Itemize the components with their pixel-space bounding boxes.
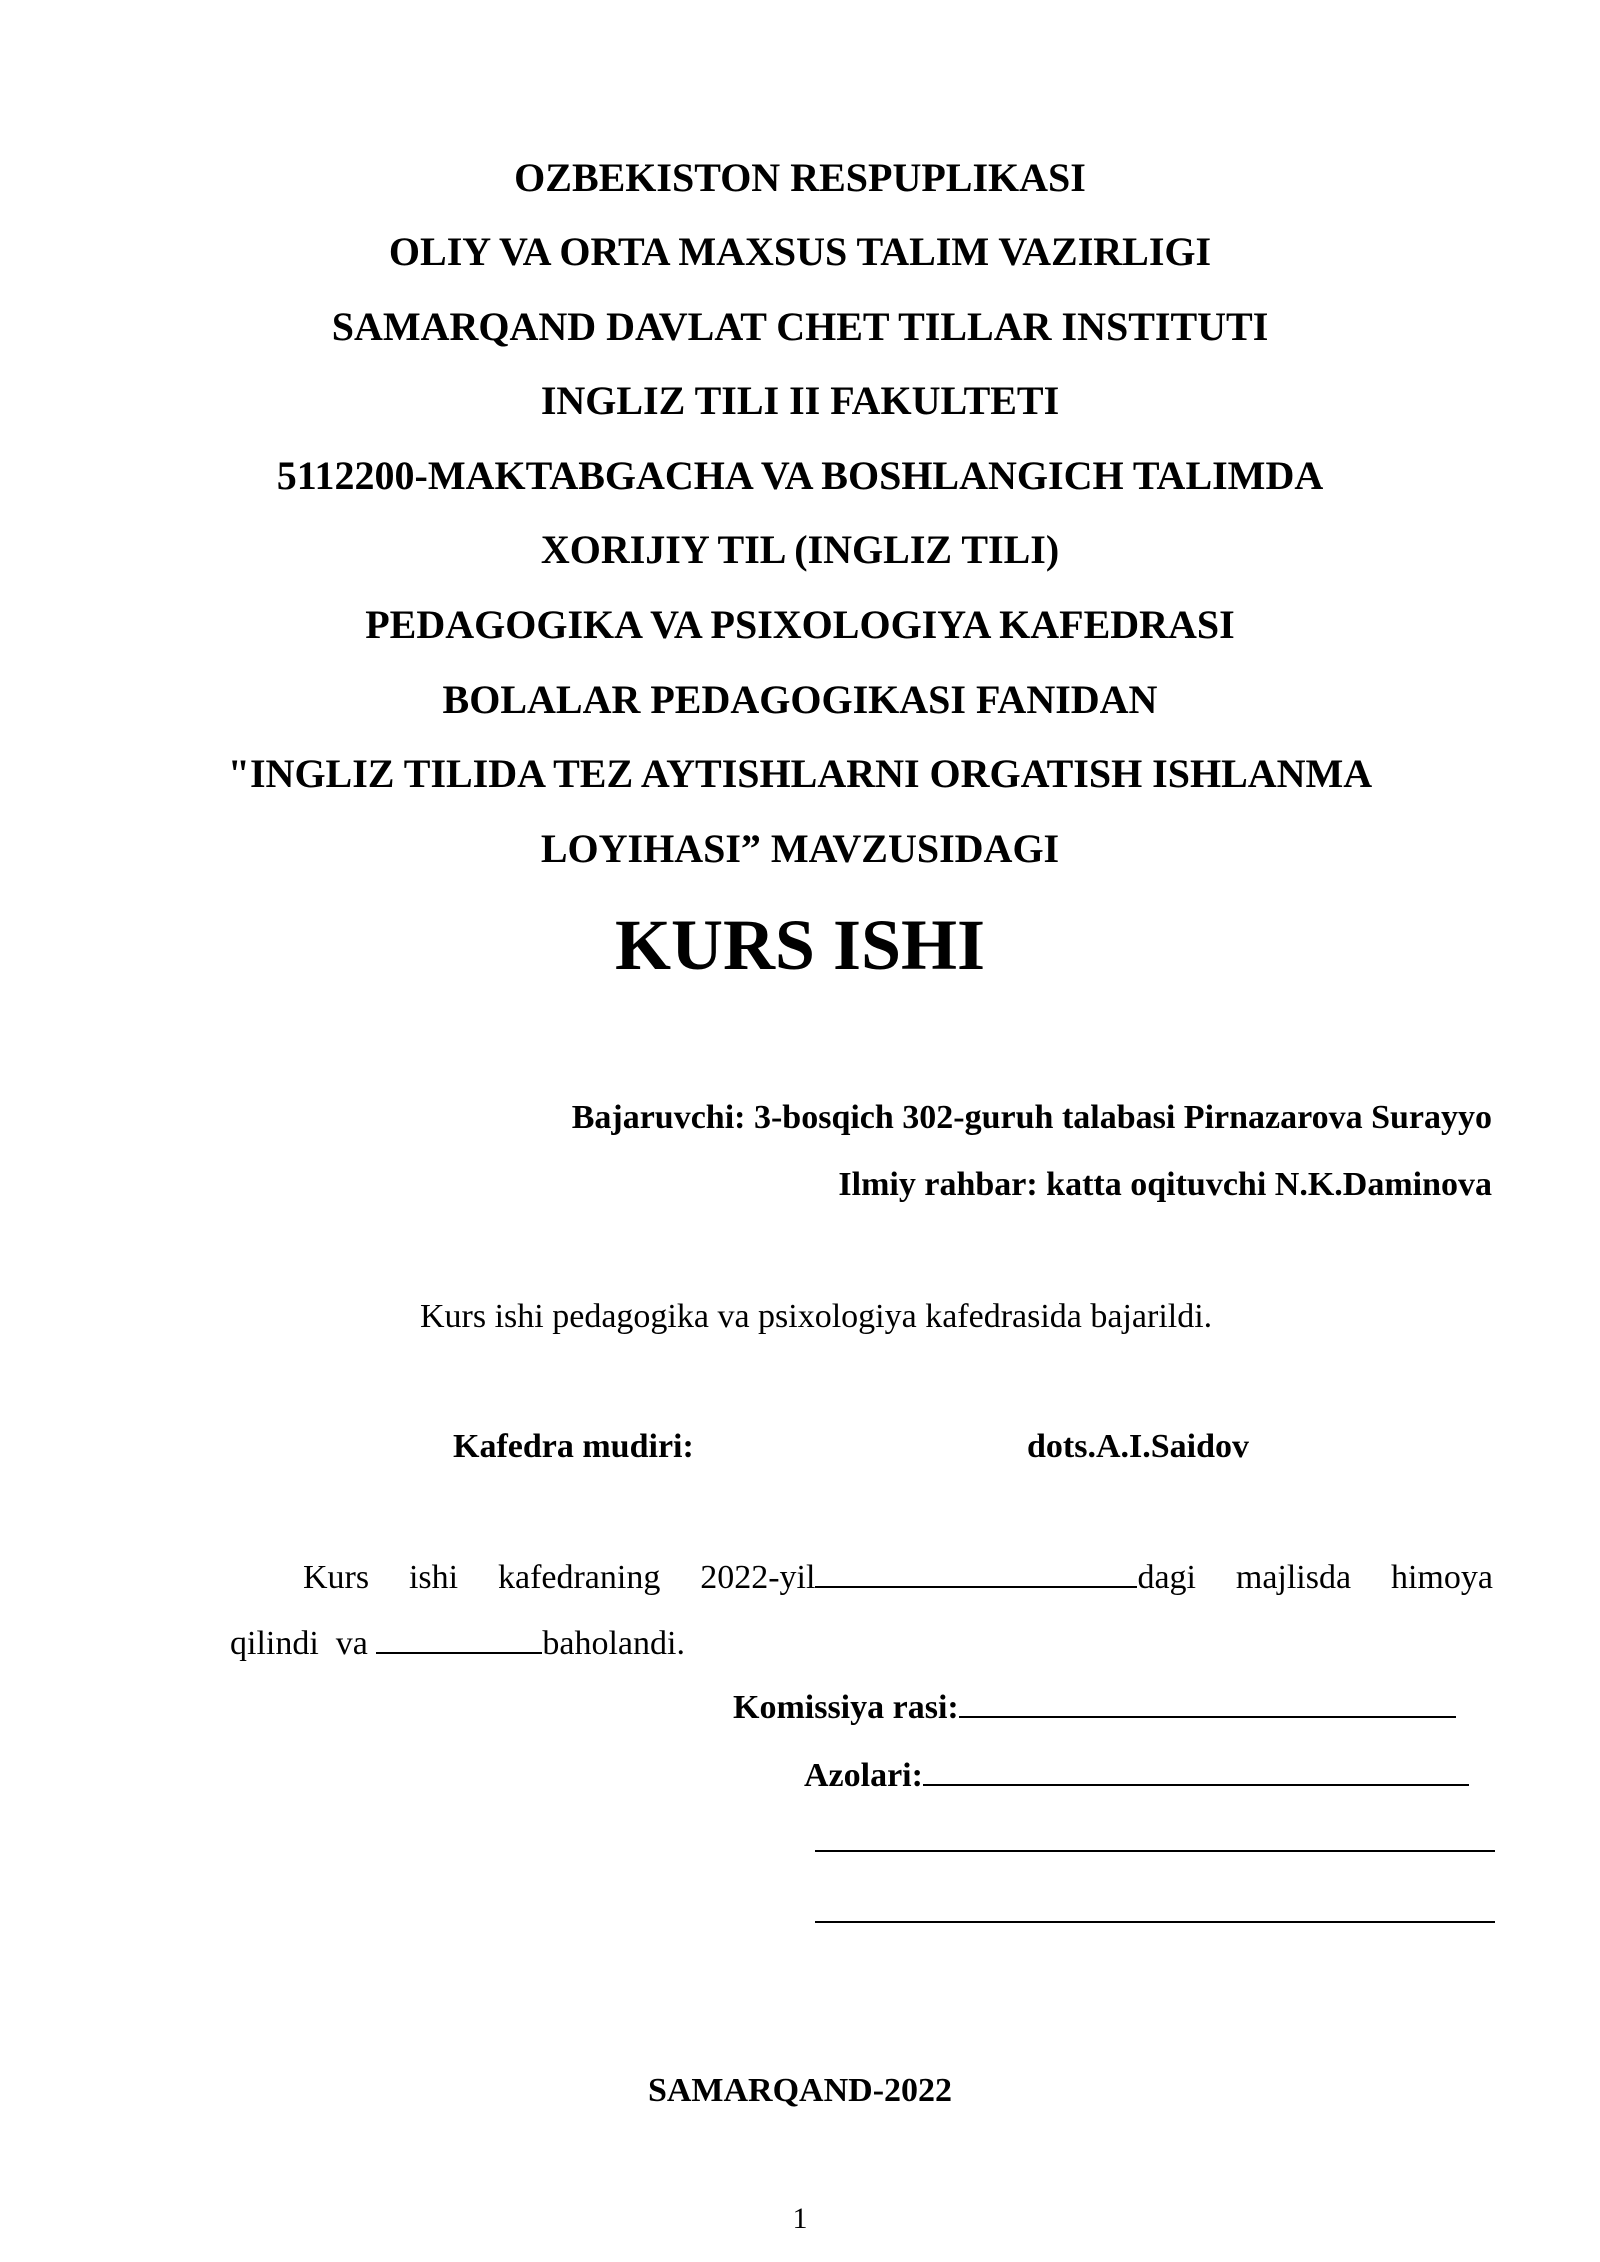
page-number: 1	[792, 2202, 808, 2235]
defense-word: Kurs	[303, 1559, 370, 1596]
commission-members-row	[804, 1754, 1469, 1798]
header-line-specialty: 5112200-MAKTABGACHA VA BOSHLANGICH TALIMDA	[276, 453, 1324, 498]
commission-member-blank[interactable]	[923, 1754, 1469, 1786]
defense-word: majlisda	[1235, 1559, 1352, 1596]
date-blank[interactable]	[815, 1556, 1137, 1588]
defense-date-group	[700, 1556, 1196, 1600]
commission-member-blank[interactable]	[815, 1921, 1495, 1923]
header-line-topic-cont: LOYIHASI” MAVZUSIDAGI	[540, 826, 1060, 871]
commission-member-blank[interactable]	[815, 1850, 1495, 1852]
header-line-institute: SAMARQAND DAVLAT CHET TILLAR INSTITUTI	[331, 304, 1269, 349]
document-title: KURS ISHI	[614, 905, 986, 985]
commission-members-label: Azolari:	[804, 1757, 923, 1794]
defense-line-1	[303, 1556, 1493, 1600]
defense-word: 2022-yil	[700, 1559, 816, 1596]
header-line-topic: "INGLIZ TILIDA TEZ AYTISHLARNI ORGATISH ISHLANMA	[227, 751, 1373, 796]
city-year: SAMARQAND-2022	[647, 2072, 953, 2109]
defense-line-2-start: qilindi va	[230, 1625, 377, 1662]
header-line-department: PEDAGOGIKA VA PSIXOLOGIYA KAFEDRASI	[365, 602, 1235, 647]
supervisor-line: Ilmiy rahbar: katta oqituvchi N.K.Daminova	[838, 1166, 1492, 1203]
completion-note: Kurs ishi pedagogika va psixologiya kafedrasida bajarildi.	[420, 1298, 1213, 1335]
defense-word: ishi	[408, 1559, 459, 1596]
grade-blank[interactable]	[376, 1622, 542, 1654]
header-line-specialty-cont: XORIJIY TIL (INGLIZ TILI)	[540, 527, 1060, 572]
commission-chair-label: Komissiya rasi:	[733, 1689, 959, 1726]
commission-chair-row	[733, 1686, 1456, 1730]
header-line-country: OZBEKISTON RESPUPLIKASI	[514, 155, 1086, 200]
defense-word: kafedraning	[497, 1559, 661, 1596]
defense-line-2	[230, 1622, 685, 1666]
header-line-subject: BOLALAR PEDAGOGIKASI FANIDAN	[442, 677, 1158, 722]
header-line-ministry: OLIY VA ORTA MAXSUS TALIM VAZIRLIGI	[388, 229, 1212, 274]
defense-line-2-end: baholandi.	[542, 1625, 685, 1662]
performer-line: Bajaruvchi: 3-bosqich 302-guruh talabasi Pirnazarova Surayyo	[571, 1099, 1492, 1136]
defense-word: dagi	[1137, 1559, 1196, 1596]
department-head-name: dots.A.I.Saidov	[1027, 1428, 1250, 1465]
defense-word: himoya	[1390, 1559, 1493, 1596]
commission-chair-blank[interactable]	[959, 1686, 1456, 1718]
header-line-faculty: INGLIZ TILI II FAKULTETI	[540, 378, 1060, 423]
department-head-label: Kafedra mudiri:	[453, 1428, 694, 1465]
